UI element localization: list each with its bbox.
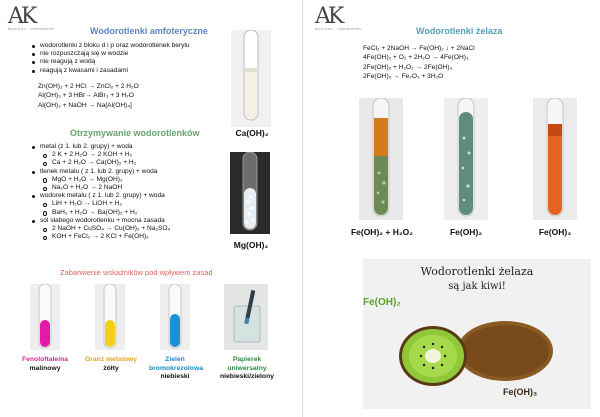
section-title-indicators: Zabarwienie wskaźników pod wpływem zasad [60,268,213,277]
list-item: wodorotlenki z bloku d i p oraz wodorotlenek berylu [30,42,230,50]
equation: 2Fe(OH)₃ → Fe₂O₃ + 3H₂O [363,72,444,80]
list-item: reagują z kwasami i zasadami [30,67,230,75]
indicator-photo-phenolphthalein [30,284,60,350]
sub-list-item: BaH₂ + H₂O → Ba(OH)₂ + H₂ [30,209,240,217]
equation: 4Fe(OH)₂ + O₂ + 2H₂O → 4Fe(OH)₃ [363,54,469,62]
logo-subtitle: BIOLOGY · CHEMISTRY [8,27,55,31]
sub-list-item: Na₂O + H₂O → 2 NaOH [30,184,240,192]
iron-equations [363,44,583,81]
kiwi-panel [363,259,591,409]
list-item: metal (z 1. lub 2. grupy) + woda [30,143,240,151]
sub-list-item: KOH + FeCl₂ → 2 KCl + Fe(OH)₂ [30,233,240,241]
tube-photo-feoh2 [444,98,488,220]
kiwi-title-line2: są jak kiwi! [448,281,506,292]
indicator-name: Fenoloftaleina [21,356,69,363]
indicator-color: malinowy [29,364,61,372]
indicator-color: niebieski [160,373,190,381]
equation: 2Fe(OH)₂ + H₂O₂ → 2Fe(OH)₃ [363,63,453,71]
kiwi-label-feoh2: Fe(OH)₂ [363,297,401,308]
indicator-photo-bromocresol [160,284,190,350]
indicator-photo-methyl-orange [95,284,125,350]
tube-label-feoh2-h2o2: Fe(OH)₂ + H₂O₂ [350,227,414,237]
amphoteric-equations [38,82,238,110]
sub-list-item: MgO + H₂O → Mg(OH)₂ [30,176,240,184]
indicator-bromocresol [140,356,210,382]
amphoteric-bullets [30,42,230,75]
sub-list-item: Ca + 2 H₂O → Ca(OH)₂ + H₂ [30,159,240,167]
right-page [303,0,600,417]
tube-photo-mgoh2 [230,152,270,234]
sub-list-item: 2 NaOH + CuSO₄ → Cu(OH)₂ + Na₂SO₄ [30,225,240,233]
list-item: wodorek metalu ( z 1. lub 2. grupy) + woda [30,192,240,200]
indicator-methyl-orange [76,356,146,373]
preparation-list [30,143,240,241]
kiwi-label-feoh3: Fe(OH)₃ [503,387,538,397]
section-title-preparation: Otrzymywanie wodorotlenków [70,128,200,138]
sub-list-item: 2 K + 2 H₂O → 2 KOH + H₂ [30,151,240,159]
list-item: sól słabego wodorotlenku + mocna zasada [30,217,240,225]
tube-photo-feoh3 [533,98,577,220]
kiwi-title-line1: Wodorotlenki żelaza [420,265,534,278]
indicator-phenolphthalein [10,356,80,373]
equation: Al(OH)₃ + 3 HBr→ AlBr₃ + 3 H₂O [38,92,134,100]
list-item: nie rozpuszczają się w wodzie [30,50,230,58]
logo-mark: AK [8,4,35,29]
equation: Al(OH)₃ + NaOH → Na[Al(OH)₄] [38,101,132,109]
logo-right [315,4,362,31]
logo-mark: AK [315,4,342,29]
indicator-color: niebieski/zielony [219,373,275,381]
kiwi-illustration [393,311,563,391]
tube-photo-feoh2-h2o2 [359,98,403,220]
tube-photo-caoh2 [231,30,271,127]
tube-label-caoh2: Ca(OH)₂ [235,128,269,138]
sub-list-item: LiH + H₂O → LiOH + H₂ [30,200,240,208]
indicator-color: żółty [103,364,119,372]
indicator-name: Papierek uniwersalny [227,356,267,372]
list-item: nie reagują z wodą [30,58,230,66]
indicator-photo-ph-paper [224,284,268,350]
section-title-amphoteric: Wodorotlenki amfoteryczne [90,26,208,36]
equation: FeCl₂ + 2NaOH → Fe(OH)₂ ↓ + 2NaCl [363,45,475,52]
indicator-name: Oranż metalowy [84,356,138,363]
section-title-iron: Wodorotlenki żelaza [416,26,503,36]
tube-label-feoh3: Fe(OH)₃ [538,227,572,237]
tube-label-feoh2: Fe(OH)₂ [449,227,483,237]
equation: Zn(OH)₂ + 2 HCl → ZnCl₂ + 2 H₂O [38,83,139,90]
logo-subtitle: BIOLOGY · CHEMISTRY [315,27,362,31]
indicator-name: Zieleń bromokrezolowa [149,356,204,372]
indicator-ph-paper [212,356,282,382]
tube-label-mgoh2: Mg(OH)₂ [233,240,269,250]
list-item: tlenek metalu ( z 1. lub 2. grupy) + woda [30,168,240,176]
logo [8,4,55,31]
